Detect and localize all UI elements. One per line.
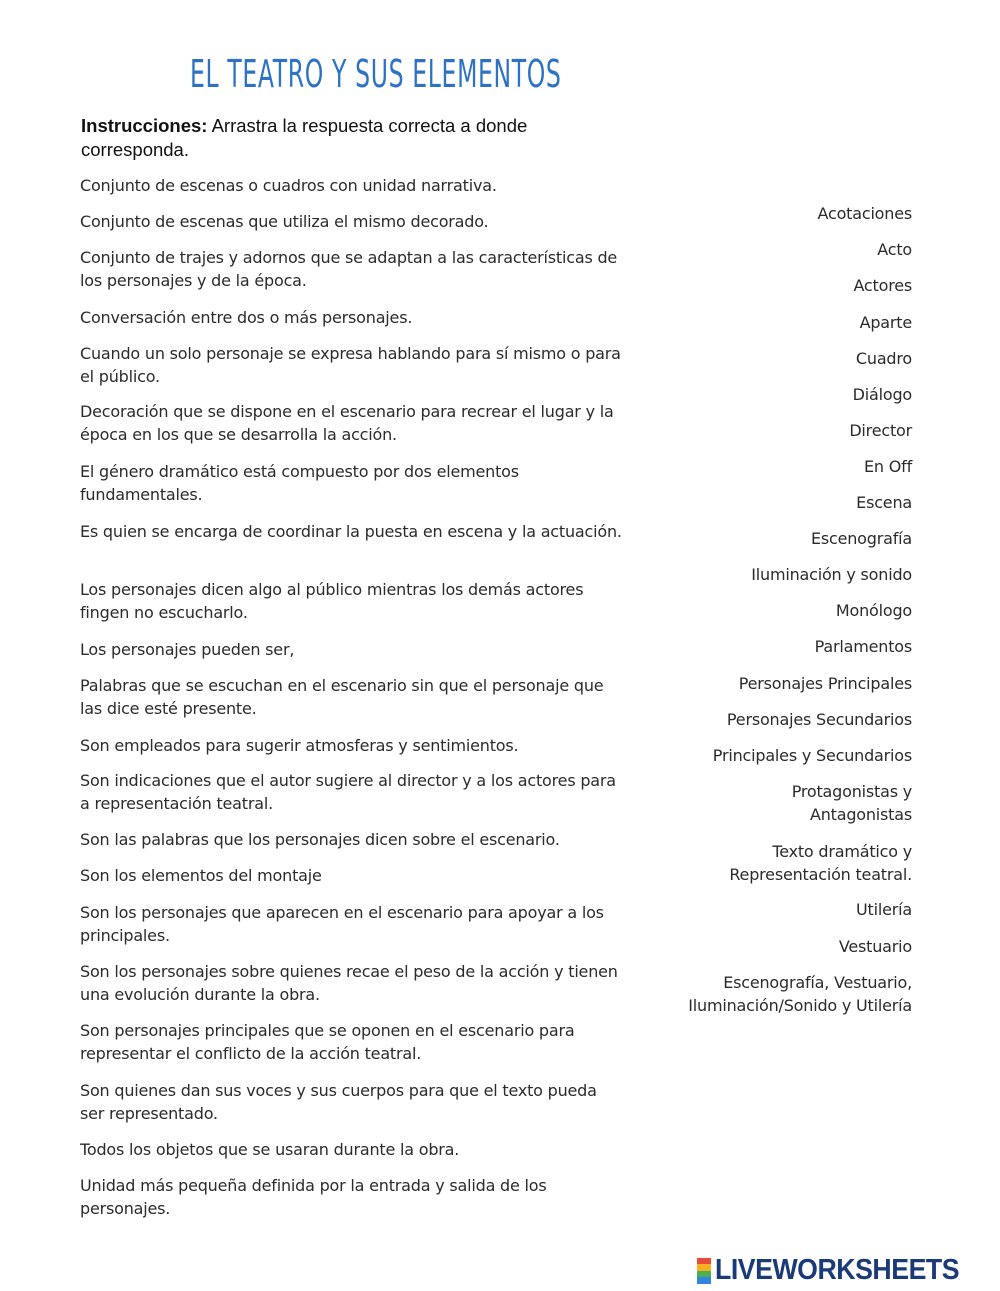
question-item: Son personajes principales que se oponen en el escenario para representar el conflicto de la acción teatral.: [80, 1021, 575, 1063]
answer-draggable[interactable]: Director: [849, 421, 912, 440]
answer-draggable[interactable]: Diálogo: [852, 385, 912, 404]
answer-draggable[interactable]: Escenografía, Vestuario, Iluminación/Sonido y Utilería: [688, 973, 912, 1015]
instructions: [81, 114, 601, 162]
question-item: El género dramático está compuesto por dos elementos fundamentales.: [80, 462, 519, 504]
question-item: Son los personajes que aparecen en el escenario para apoyar a los principales.: [80, 903, 604, 945]
answer-draggable[interactable]: Utilería: [856, 900, 912, 919]
question-item: Decoración que se dispone en el escenario para recrear el lugar y la época en los que se desarrolla la acción.: [80, 402, 614, 444]
answer-draggable[interactable]: Escenografía: [810, 529, 912, 548]
answer-draggable[interactable]: Principales y Secundarios: [712, 746, 912, 765]
answer-draggable[interactable]: Parlamentos: [814, 637, 912, 656]
answer-draggable[interactable]: Texto dramático y Representación teatral.: [729, 842, 912, 884]
question-item: Conjunto de trajes y adornos que se adaptan a las características de los personajes y de la época.: [80, 248, 618, 290]
question-item: Los personajes pueden ser,: [80, 640, 295, 659]
answer-draggable[interactable]: Iluminación y sonido: [751, 565, 912, 584]
question-item: Palabras que se escuchan en el escenario sin que el personaje que las dice esté presente.: [80, 676, 604, 718]
instructions-text: Arrastra la respuesta correcta a donde corresponda.: [81, 115, 528, 160]
liveworksheets-logo: [697, 1254, 980, 1287]
question-item: Conversación entre dos o más personajes.: [80, 308, 413, 327]
answer-draggable[interactable]: Acotaciones: [817, 204, 912, 223]
question-item: Conjunto de escenas o cuadros con unidad narrativa.: [80, 176, 497, 195]
page-title: EL TEATRO Y SUS ELEMENTOS: [190, 52, 562, 96]
question-item: Unidad más pequeña definida por la entrada y salida de los personajes.: [80, 1176, 547, 1218]
answer-draggable[interactable]: Escena: [856, 493, 912, 512]
question-item: Todos los objetos que se usaran durante la obra.: [80, 1140, 460, 1159]
answer-draggable[interactable]: Actores: [853, 276, 912, 295]
question-item: Cuando un solo personaje se expresa hablando para sí mismo o para el público.: [80, 344, 621, 386]
question-item: Son los personajes sobre quienes recae el peso de la acción y tienen una evolución durante la obra.: [80, 962, 618, 1004]
liveworksheets-logo-icon: [697, 1258, 711, 1284]
question-item: Son quienes dan sus voces y sus cuerpos para que el texto pueda ser representado.: [80, 1081, 597, 1123]
question-item: Son indicaciones que el autor sugiere al director y a los actores para a representación teatral.: [80, 771, 616, 813]
logo-text: LIVEWORKSHEETS: [715, 1254, 960, 1286]
answer-draggable[interactable]: Personajes Principales: [738, 674, 912, 693]
question-item: Conjunto de escenas que utiliza el mismo decorado.: [80, 212, 489, 231]
question-item: Son empleados para sugerir atmosferas y sentimientos.: [80, 736, 519, 755]
answer-draggable[interactable]: Vestuario: [838, 937, 912, 956]
answer-draggable[interactable]: Cuadro: [855, 349, 912, 368]
question-item: Los personajes dicen algo al público mientras los demás actores fingen no escucharlo.: [80, 580, 584, 622]
answer-draggable[interactable]: En Off: [864, 457, 912, 476]
answer-draggable[interactable]: Monólogo: [835, 601, 912, 620]
answer-draggable[interactable]: Acto: [877, 240, 912, 259]
answer-draggable[interactable]: Aparte: [859, 313, 912, 332]
answer-draggable[interactable]: Protagonistas y Antagonistas: [791, 782, 912, 824]
instructions-label: Instrucciones:: [81, 115, 208, 136]
question-item: Son las palabras que los personajes dicen sobre el escenario.: [80, 830, 560, 849]
question-item: Son los elementos del montaje: [80, 866, 322, 885]
question-item: Es quien se encarga de coordinar la puesta en escena y la actuación.: [80, 522, 622, 541]
answer-draggable[interactable]: Personajes Secundarios: [726, 710, 912, 729]
